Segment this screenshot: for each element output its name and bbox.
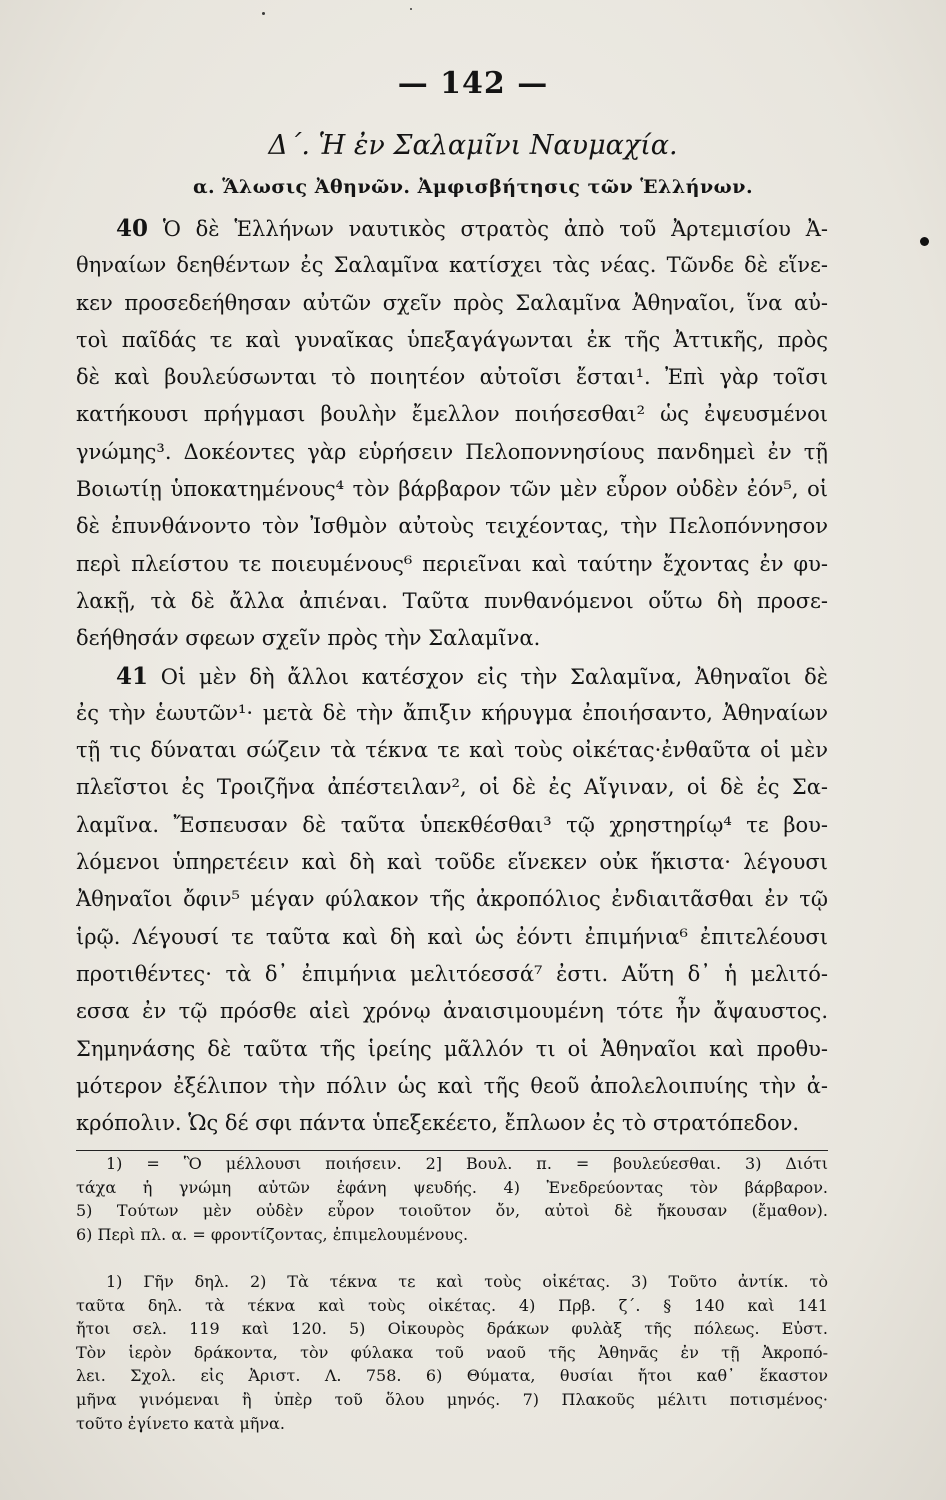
ink-speck (410, 8, 412, 10)
text-line: Σημηνάσης δὲ ταῦτα τῆς ἱρείης μᾶλλόν τι οἱ Ἀθηναῖοι καὶ προθυ- (76, 1036, 828, 1061)
text-line: δὲ ἐπυνθάνοντο τὸν Ἰσθμὸν αὐτοὺς τειχέοντας, τὴν Πελοπόννησον (76, 514, 828, 539)
text-line: περὶ πλείστου τε ποιευμένους⁶ περιεῖναι καὶ ταύτην ἔχοντας ἐν φυ- (76, 551, 828, 576)
text-line: λόμενοι ὑπηρετέειν καὶ δὴ καὶ τοῦδε εἵνεκεν οὐκ ἥκιστα· λέγουσι (76, 850, 828, 875)
footnotes-paragraph-41 (76, 1270, 828, 1435)
line-text: Οἱ μὲν δὴ ἄλλοι κατέσχον εἰς τὴν Σαλαμῖνα, Ἀθηναῖοι δὲ (160, 664, 828, 689)
footnote-line: τοῦτο ἐγίνετο κατὰ μῆνα. (76, 1413, 285, 1433)
footnote-line: μῆνα γινόμεναι ἢ ὑπὲρ τοῦ ὅλου μηνός. 7) Πλακοῦς μέλιτι ποτισμένος· (76, 1389, 828, 1409)
text-line (76, 658, 828, 695)
ink-speck (262, 12, 265, 15)
section-heading: α. Ἅλωσις Ἀθηνῶν. Ἀμφισβήτησις τῶν Ἑλλήνων. (192, 176, 754, 198)
text-line: Ἀθηναῖοι ὄφιν⁵ μέγαν φύλακον τῆς ἀκροπόλιος ἐνδιαιτᾶσθαι ἐν τῷ (76, 887, 828, 912)
footnote-divider (76, 1150, 828, 1151)
footnote-line: 5) Τούτων μὲν οὐδὲν εὗρον τοιοῦτον ὄν, αὐτοὶ δὲ ἤκουσαν (ἔμαθον). (76, 1201, 828, 1221)
footnote-line: 1) = Ὃ μέλλουσι ποιήσειν. 2] Βουλ. π. = βουλεύεσθαι. 3) Διότι (106, 1154, 828, 1173)
text-line: προτιθέντες· τὰ δ᾽ ἐπιμήνια μελιτόεσσά⁷ ἐστι. Αὕτη δ᾽ ἡ μελιτό- (76, 961, 828, 986)
text-line: θηναίων δεηθέντων ἐς Σαλαμῖνα κατίσχει τὰς νέας. Τῶνδε δὲ εἵνε- (76, 253, 828, 278)
text-line: μότερον ἐξέλιπον τὴν πόλιν ὡς καὶ τῆς θεοῦ ἀπολελοιπυίης τὴν ἀ- (76, 1073, 828, 1098)
text-line: τοὶ παῖδάς τε καὶ γυναῖκας ὑπεξαγάγωνται ἐκ τῆς Ἀττικῆς, πρὸς (76, 327, 828, 352)
ink-dot-mark (920, 237, 929, 246)
text-line: δεήθησάν σφεων σχεῖν πρὸς τὴν Σαλαμῖνα. (76, 626, 541, 651)
text-line: κατήκουσι πρήγμασι βουλὴν ἔμελλον ποιήσεσθαι² ὡς ἐψευσμένοι (76, 402, 828, 427)
text-line: κρόπολιν. Ὡς δέ σφι πάντα ὑπεξεκέετο, ἔπλωον ἐς τὸ στρατόπεδον. (76, 1111, 800, 1136)
footnotes-paragraph-40 (76, 1152, 828, 1246)
footnote-line: Τὸν ἱερὸν δράκοντα, τὸν φύλακα τοῦ ναοῦ τῆς Ἀθηνᾶς ἐν τῇ Ἀκροπό- (76, 1342, 828, 1362)
footnote-line: λει. Σχολ. εἰς Ἀριστ. Λ. 758. 6) Θύματα, θυσίαι ἤτοι καθ᾽ ἕκαστον (76, 1366, 828, 1386)
paragraph-41 (76, 658, 828, 1143)
text-line: ἐς τὴν ἑωυτῶν¹· μετὰ δὲ τὴν ἄπιξιν κήρυγμα ἐποιήσαντο, Ἀθηναίων (76, 700, 828, 725)
footnote-line: τάχα ἡ γνώμη αὐτῶν ἐφάνη ψευδής. 4) Ἐνεδρεύοντας τὸν βάρβαρον. (76, 1177, 828, 1197)
main-text (76, 210, 828, 1142)
text-line: λαμῖνα. Ἔσπευσαν δὲ ταῦτα ὑπεκθέσθαι³ τῷ χρηστηρίῳ⁴ τε βου- (76, 812, 828, 837)
footnote-line: ταῦτα δηλ. τὰ τέκνα καὶ τοὺς οἰκέτας. 4) Πρβ. ζ΄. § 140 καὶ 141 (76, 1295, 828, 1315)
line-text: Ὁ δὲ Ἑλλήνων ναυτικὸς στρατὸς ἀπὸ τοῦ Ἀρτεμισίου Ἀ- (162, 217, 828, 241)
text-line: δὲ καὶ βουλεύσωνται τὸ ποιητέον αὐτοῖσι ἔσται¹. Ἐπὶ γὰρ τοῖσι (76, 365, 828, 390)
text-line: κεν προσεδεήθησαν αὐτῶν σχεῖν πρὸς Σαλαμῖνα Ἀθηναῖοι, ἵνα αὐ- (76, 290, 828, 315)
text-line: λακῇ, τὰ δὲ ἄλλα ἀπιέναι. Ταῦτα πυνθανόμενοι οὕτω δὴ προσε- (76, 588, 828, 613)
footnote-line: ἤτοι σελ. 119 καὶ 120. 5) Οἰκουρὸς δράκων φυλὰξ τῆς πόλεως. Εὐστ. (76, 1319, 828, 1339)
text-line: γνώμης³. Δοκέοντες γὰρ εὑρήσειν Πελοποννησίους πανδημεὶ ἐν τῇ (76, 439, 828, 464)
text-line: τῇ τις δύναται σώζειν τὰ τέκνα τε καὶ τοὺς οἰκέτας·ἐνθαῦτα οἱ μὲν (76, 738, 828, 763)
section-number: 40 (116, 215, 149, 242)
paragraph-40 (76, 210, 828, 658)
section-number: 41 (116, 662, 149, 690)
text-line (76, 210, 828, 247)
page-number: — 142 — (397, 66, 549, 101)
text-line: πλεῖστοι ἐς Τροιζῆνα ἀπέστειλαν², οἱ δὲ ἐς Αἴγιναν, οἱ δὲ ἐς Σα- (76, 775, 828, 800)
text-line: εσσα ἐν τῷ πρόσθε αἰεὶ χρόνῳ ἀναισιμουμένη τότε ἦν ἄψαυστος. (76, 999, 828, 1024)
text-line: Βοιωτίῃ ὑποκατημένους⁴ τὸν βάρβαρον τῶν μὲν εὗρον οὐδὲν ἐόν⁵, οἱ (76, 477, 828, 502)
footnote-line: 6) Περὶ πλ. α. = φροντίζοντας, ἐπιμελουμένους. (76, 1224, 469, 1244)
footnote-line: 1) Γῆν δηλ. 2) Τὰ τέκνα τε καὶ τοὺς οἰκέτας. 3) Τοῦτο ἀντίκ. τὸ (106, 1272, 828, 1291)
chapter-title: Δ΄. Ἡ ἐν Σαλαμῖνι Ναυμαχία. (268, 130, 678, 161)
text-line: ἱρῷ. Λέγουσί τε ταῦτα καὶ δὴ καὶ ὡς ἐόντι ἐπιμήνια⁶ ἐπιτελέουσι (76, 924, 828, 949)
